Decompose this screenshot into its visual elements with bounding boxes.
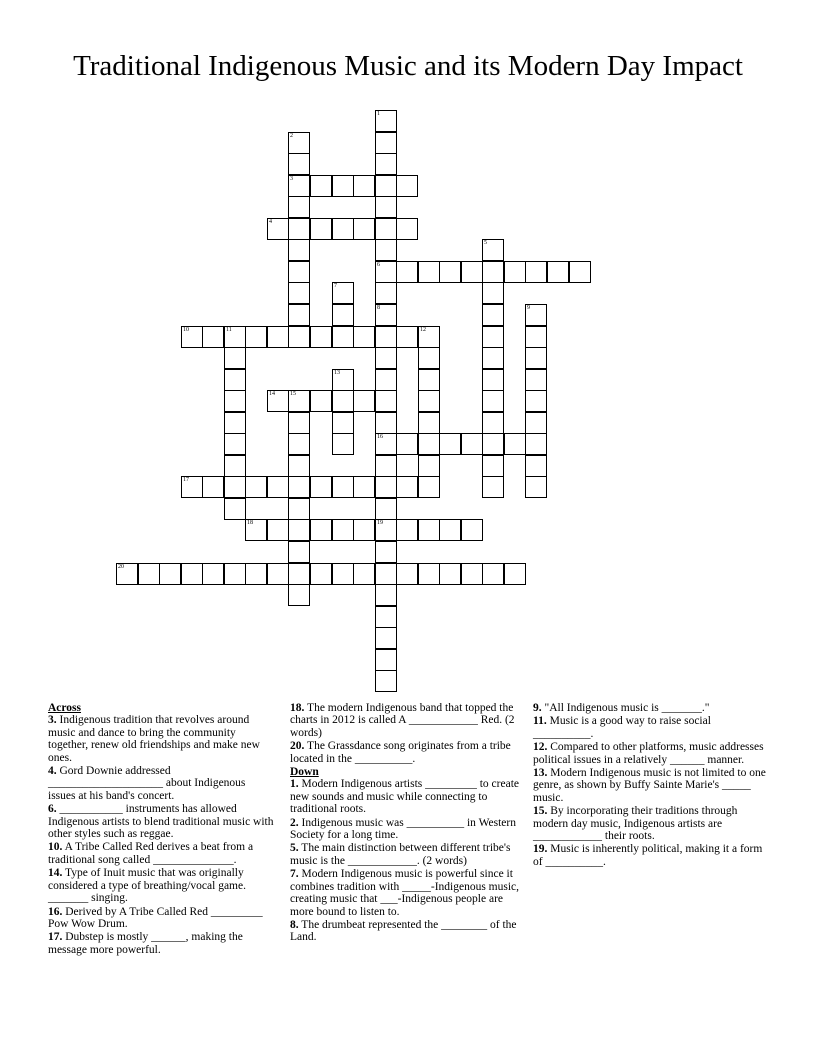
grid-cell[interactable] — [288, 196, 310, 218]
cell-number: 1 — [377, 111, 380, 117]
grid-cell[interactable] — [267, 563, 289, 585]
grid-cell[interactable] — [288, 304, 310, 326]
clue-number: 14. — [48, 867, 63, 880]
grid-cell[interactable] — [288, 175, 310, 197]
grid-cell[interactable] — [482, 390, 504, 412]
grid-cell[interactable] — [504, 433, 526, 455]
clue-number: 8. — [290, 918, 299, 931]
clue-text: Modern Indigenous music is powerful since it combines tradition with _____-Indigenous music, creating music that ___-Indigenous people are more bound to listen to. — [290, 868, 520, 918]
clue-number: 18. — [290, 702, 305, 714]
grid-cell[interactable] — [396, 261, 418, 283]
grid-cell[interactable] — [375, 584, 397, 606]
cell-number: 5 — [484, 240, 487, 246]
grid-cell[interactable] — [288, 239, 310, 261]
grid-cell[interactable] — [482, 239, 504, 261]
grid-cell[interactable] — [375, 606, 397, 628]
clue-text: Indigenous music was __________ in Western Society for a long time. — [290, 816, 516, 842]
grid-cell[interactable] — [418, 519, 440, 541]
cell-number: 11 — [226, 327, 232, 333]
grid-cell[interactable] — [138, 563, 160, 585]
cell-number: 16 — [377, 434, 383, 440]
grid-cell[interactable] — [332, 433, 354, 455]
grid-cell[interactable] — [332, 282, 354, 304]
grid-cell[interactable] — [375, 347, 397, 369]
grid-cell[interactable] — [310, 390, 332, 412]
grid-cell[interactable] — [181, 476, 203, 498]
grid-cell[interactable] — [288, 455, 310, 477]
grid-cell[interactable] — [396, 519, 418, 541]
grid-cell[interactable] — [267, 476, 289, 498]
grid-cell[interactable] — [288, 412, 310, 434]
clue-text: "All Indigenous music is _______." — [544, 702, 710, 714]
grid-cell[interactable] — [482, 563, 504, 585]
grid-cell[interactable] — [267, 519, 289, 541]
clue-number: 2. — [290, 816, 299, 829]
cell-number: 20 — [118, 564, 124, 570]
grid-cell[interactable] — [396, 433, 418, 455]
down-header: Down — [290, 766, 319, 779]
grid-cell[interactable] — [482, 347, 504, 369]
cell-number: 6 — [377, 262, 380, 268]
grid-cell[interactable] — [375, 110, 397, 132]
grid-cell[interactable] — [353, 390, 375, 412]
grid-cell[interactable] — [245, 563, 267, 585]
grid-cell[interactable] — [310, 175, 332, 197]
grid-cell[interactable] — [375, 476, 397, 498]
grid-cell[interactable] — [202, 326, 224, 348]
grid-cell[interactable] — [288, 584, 310, 606]
cell-number: 13 — [334, 370, 340, 376]
grid-cell[interactable] — [375, 369, 397, 391]
grid-cell[interactable] — [116, 563, 138, 585]
grid-cell[interactable] — [396, 218, 418, 240]
grid-cell[interactable] — [569, 261, 591, 283]
clue-text: Music is a good way to raise social __________. — [533, 715, 711, 740]
grid-cell[interactable] — [224, 369, 246, 391]
clue-across-17 — [48, 931, 274, 956]
clue-down-8 — [290, 919, 522, 944]
grid-cell[interactable] — [418, 261, 440, 283]
clues-column-1 — [48, 702, 274, 957]
grid-cell[interactable] — [332, 412, 354, 434]
grid-cell[interactable] — [375, 175, 397, 197]
grid-cell[interactable] — [310, 218, 332, 240]
grid-cell[interactable] — [375, 304, 397, 326]
clue-number: 16. — [48, 905, 63, 918]
cell-number: 9 — [527, 305, 530, 311]
grid-cell[interactable] — [418, 390, 440, 412]
cell-number: 8 — [377, 305, 380, 311]
grid-cell[interactable] — [353, 175, 375, 197]
grid-cell[interactable] — [396, 476, 418, 498]
grid-cell[interactable] — [267, 218, 289, 240]
cell-number: 3 — [290, 176, 293, 182]
clue-number: 11. — [533, 715, 547, 728]
cell-number: 2 — [290, 133, 293, 139]
grid-cell[interactable] — [332, 519, 354, 541]
grid-cell[interactable] — [418, 476, 440, 498]
clue-text: Type of Inuit music that was originally considered a type of breathing/vocal game. _______ singing. — [48, 867, 246, 905]
grid-cell[interactable] — [375, 649, 397, 671]
grid-cell[interactable] — [525, 433, 547, 455]
grid-cell[interactable] — [310, 326, 332, 348]
grid-cell[interactable] — [181, 563, 203, 585]
cell-number: 17 — [183, 477, 189, 483]
grid-cell[interactable] — [375, 239, 397, 261]
page-title: Traditional Indigenous Music and its Modern Day Impact — [73, 50, 743, 82]
grid-cell[interactable] — [245, 476, 267, 498]
clue-down-11 — [533, 715, 769, 740]
clue-text: Derived by A Tribe Called Red _________ Pow Wow Drum. — [48, 905, 263, 930]
grid-cell[interactable] — [224, 347, 246, 369]
grid-cell[interactable] — [525, 455, 547, 477]
grid-cell[interactable] — [288, 541, 310, 563]
grid-cell[interactable] — [181, 326, 203, 348]
grid-cell[interactable] — [525, 390, 547, 412]
clue-across-6 — [48, 803, 274, 840]
grid-cell[interactable] — [396, 175, 418, 197]
grid-cell[interactable] — [288, 218, 310, 240]
grid-cell[interactable] — [288, 390, 310, 412]
clue-text: The Grassdance song originates from a tribe located in the __________. — [290, 740, 511, 765]
grid-cell[interactable] — [267, 326, 289, 348]
clue-text: Indigenous tradition that revolves around music and dance to bring the community together, renew old friendships and make new ones. — [48, 714, 260, 764]
clue-across-20 — [290, 740, 522, 765]
grid-cell[interactable] — [224, 433, 246, 455]
grid-cell[interactable] — [267, 390, 289, 412]
grid-cell[interactable] — [224, 563, 246, 585]
grid-cell[interactable] — [332, 563, 354, 585]
clue-down-13 — [533, 767, 769, 804]
clue-number: 4. — [48, 765, 57, 778]
grid-cell[interactable] — [288, 261, 310, 283]
clue-text: Modern Indigenous artists _________ to create new sounds and music while connecting to traditional roots. — [290, 778, 519, 816]
grid-cell[interactable] — [482, 433, 504, 455]
across-header: Across — [48, 702, 82, 714]
grid-cell[interactable] — [482, 304, 504, 326]
clues-column-3 — [533, 702, 769, 869]
grid-cell[interactable] — [525, 412, 547, 434]
clue-number: 1. — [290, 778, 299, 791]
grid-cell[interactable] — [353, 218, 375, 240]
grid-cell[interactable] — [288, 132, 310, 154]
grid-cell[interactable] — [461, 433, 483, 455]
clue-text: Music is inherently political, making it a form of __________. — [533, 843, 763, 868]
grid-cell[interactable] — [375, 627, 397, 649]
grid-cell[interactable] — [525, 476, 547, 498]
grid-cell[interactable] — [504, 261, 526, 283]
clue-down-7 — [290, 868, 522, 918]
clue-number: 20. — [290, 740, 305, 753]
clue-text: Modern Indigenous music is not limited to one genre, as shown by Buffy Sainte Marie's _____ music. — [533, 767, 766, 804]
grid-cell[interactable] — [418, 326, 440, 348]
clue-number: 3. — [48, 714, 57, 727]
clue-across-3 — [48, 714, 274, 764]
cell-number: 10 — [183, 327, 189, 333]
grid-cell[interactable] — [525, 261, 547, 283]
grid-cell[interactable] — [525, 369, 547, 391]
grid-cell[interactable] — [375, 455, 397, 477]
grid-cell[interactable] — [375, 541, 397, 563]
grid-cell[interactable] — [202, 563, 224, 585]
grid-cell[interactable] — [375, 261, 397, 283]
grid-cell[interactable] — [224, 390, 246, 412]
cell-number: 19 — [377, 520, 383, 526]
clue-number: 15. — [533, 805, 548, 818]
cell-number: 7 — [334, 283, 337, 289]
cell-number: 14 — [269, 391, 275, 397]
grid-cell[interactable] — [375, 153, 397, 175]
grid-cell[interactable] — [418, 433, 440, 455]
clue-across-16 — [48, 906, 274, 931]
grid-cell[interactable] — [375, 563, 397, 585]
cell-number: 4 — [269, 219, 272, 225]
grid-cell[interactable] — [375, 390, 397, 412]
grid-cell[interactable] — [396, 326, 418, 348]
clue-down-2 — [290, 817, 522, 842]
clue-down-1 — [290, 778, 522, 815]
grid-cell[interactable] — [439, 519, 461, 541]
grid-cell[interactable] — [375, 519, 397, 541]
clue-number: 5. — [290, 842, 299, 855]
clue-across-18 — [290, 702, 522, 739]
grid-cell[interactable] — [525, 326, 547, 348]
grid-cell[interactable] — [288, 326, 310, 348]
grid-cell[interactable] — [375, 498, 397, 520]
grid-cell[interactable] — [245, 326, 267, 348]
clue-text: A Tribe Called Red derives a beat from a traditional song called ______________. — [48, 841, 254, 866]
grid-cell[interactable] — [353, 563, 375, 585]
clue-text: ___________ instruments has allowed Indigenous artists to blend traditional music with other styles such as reggae. — [48, 803, 274, 841]
grid-cell[interactable] — [396, 563, 418, 585]
clue-number: 10. — [48, 841, 63, 854]
grid-cell[interactable] — [288, 563, 310, 585]
clue-number: 7. — [290, 868, 299, 881]
grid-cell[interactable] — [288, 433, 310, 455]
clue-text: Compared to other platforms, music addresses political issues in a relatively ______ manner. — [533, 741, 764, 766]
clue-down-19 — [533, 843, 769, 868]
grid-cell[interactable] — [310, 563, 332, 585]
grid-cell[interactable] — [418, 347, 440, 369]
grid-cell[interactable] — [245, 519, 267, 541]
grid-cell[interactable] — [418, 369, 440, 391]
grid-cell[interactable] — [332, 326, 354, 348]
grid-cell[interactable] — [310, 519, 332, 541]
cell-number: 12 — [420, 327, 426, 333]
grid-cell[interactable] — [375, 326, 397, 348]
clue-down-12 — [533, 741, 769, 766]
grid-cell[interactable] — [375, 196, 397, 218]
grid-cell[interactable] — [461, 261, 483, 283]
grid-cell[interactable] — [375, 282, 397, 304]
grid-cell[interactable] — [525, 304, 547, 326]
grid-cell[interactable] — [547, 261, 569, 283]
clue-number: 13. — [533, 767, 548, 780]
clue-text: Dubstep is mostly ______, making the message more powerful. — [48, 931, 243, 956]
grid-cell[interactable] — [418, 563, 440, 585]
grid-cell[interactable] — [202, 476, 224, 498]
grid-cell[interactable] — [224, 476, 246, 498]
grid-cell[interactable] — [504, 563, 526, 585]
grid-cell[interactable] — [332, 369, 354, 391]
clue-text: The modern Indigenous band that topped the charts in 2012 is called A ____________ Red. (2 words) — [290, 702, 515, 739]
clue-across-14 — [48, 867, 274, 904]
grid-cell[interactable] — [159, 563, 181, 585]
grid-cell[interactable] — [461, 563, 483, 585]
clue-number: 6. — [48, 803, 57, 816]
grid-cell[interactable] — [353, 326, 375, 348]
cell-number: 15 — [290, 391, 296, 397]
clue-across-10 — [48, 841, 274, 866]
grid-cell[interactable] — [439, 563, 461, 585]
clue-across-4 — [48, 765, 274, 802]
grid-cell[interactable] — [288, 282, 310, 304]
grid-cell[interactable] — [439, 433, 461, 455]
clue-down-15 — [533, 805, 769, 842]
clue-number: 9. — [533, 702, 542, 714]
grid-cell[interactable] — [224, 326, 246, 348]
grid-cell[interactable] — [482, 412, 504, 434]
grid-cell[interactable] — [288, 476, 310, 498]
grid-cell[interactable] — [375, 433, 397, 455]
clue-down-9 — [533, 702, 769, 714]
grid-cell[interactable] — [482, 261, 504, 283]
clues-column-2 — [290, 702, 522, 945]
clue-text: The main distinction between different tribe's music is the ____________. (2 words) — [290, 842, 511, 867]
grid-cell[interactable] — [332, 218, 354, 240]
grid-cell[interactable] — [439, 261, 461, 283]
grid-cell[interactable] — [418, 412, 440, 434]
grid-cell[interactable] — [525, 347, 547, 369]
grid-cell[interactable] — [375, 132, 397, 154]
grid-cell[interactable] — [375, 218, 397, 240]
grid-cell[interactable] — [375, 670, 397, 692]
grid-cell[interactable] — [310, 476, 332, 498]
grid-cell[interactable] — [461, 519, 483, 541]
grid-cell[interactable] — [288, 519, 310, 541]
cell-number: 18 — [247, 520, 253, 526]
grid-cell[interactable] — [224, 498, 246, 520]
grid-cell[interactable] — [482, 282, 504, 304]
clue-text: By incorporating their traditions through modern day music, Indigenous artists are ____________ their roots. — [533, 805, 738, 843]
grid-cell[interactable] — [332, 304, 354, 326]
grid-cell[interactable] — [353, 476, 375, 498]
clue-number: 12. — [533, 741, 548, 754]
clue-number: 19. — [533, 843, 548, 856]
grid-cell[interactable] — [418, 455, 440, 477]
grid-cell[interactable] — [482, 369, 504, 391]
clue-down-5 — [290, 842, 522, 867]
clue-text: Gord Downie addressed ____________________ about Indigenous issues at his band's concert. — [48, 765, 246, 802]
grid-cell[interactable] — [482, 326, 504, 348]
grid-cell[interactable] — [332, 390, 354, 412]
clue-text: The drumbeat represented the ________ of the Land. — [290, 918, 517, 944]
grid-cell[interactable] — [375, 412, 397, 434]
grid-cell[interactable] — [288, 498, 310, 520]
grid-cell[interactable] — [332, 476, 354, 498]
grid-cell[interactable] — [353, 519, 375, 541]
grid-cell[interactable] — [332, 175, 354, 197]
clue-number: 17. — [48, 931, 63, 944]
grid-cell[interactable] — [224, 455, 246, 477]
grid-cell[interactable] — [224, 412, 246, 434]
grid-cell[interactable] — [288, 153, 310, 175]
grid-cell[interactable] — [482, 476, 504, 498]
grid-cell[interactable] — [482, 455, 504, 477]
